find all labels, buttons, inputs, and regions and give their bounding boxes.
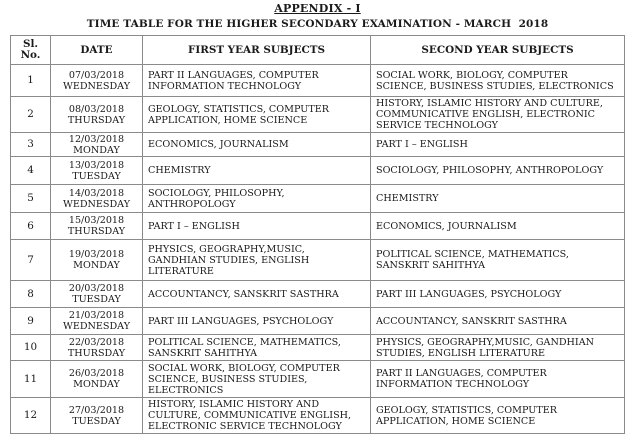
date-cell bbox=[51, 361, 143, 398]
first-year-subjects-cell: PART II LANGUAGES, COMPUTER INFORMATION TECHNOLOGY bbox=[143, 65, 371, 97]
table-row bbox=[11, 65, 625, 97]
date-cell bbox=[51, 335, 143, 361]
first-year-subjects-cell: ACCOUNTANCY, SANSKRIT SASTHRA bbox=[143, 281, 371, 308]
first-year-subjects-cell: SOCIAL WORK, BIOLOGY, COMPUTER SCIENCE, BUSINESS STUDIES, ELECTRONICS bbox=[143, 361, 371, 398]
table-row bbox=[11, 213, 625, 240]
date-cell bbox=[51, 133, 143, 157]
first-year-subjects-cell: SOCIOLOGY, PHILOSOPHY, ANTHROPOLOGY bbox=[143, 185, 371, 213]
header-sl-no bbox=[11, 36, 51, 65]
first-year-subjects-cell: PHYSICS, GEOGRAPHY,MUSIC, GANDHIAN STUDIES, ENGLISH LITERATURE bbox=[143, 240, 371, 281]
table-row bbox=[11, 281, 625, 308]
first-year-subjects-cell: CHEMISTRY bbox=[143, 157, 371, 185]
second-year-subjects-cell: GEOLOGY, STATISTICS, COMPUTER APPLICATION, HOME SCIENCE bbox=[371, 398, 625, 434]
table-row bbox=[11, 97, 625, 133]
header-first-year: FIRST YEAR SUBJECTS bbox=[143, 36, 371, 65]
second-year-subjects-cell: SOCIAL WORK, BIOLOGY, COMPUTER SCIENCE, BUSINESS STUDIES, ELECTRONICS bbox=[371, 65, 625, 97]
table-row bbox=[11, 133, 625, 157]
sl-no-cell: 2 bbox=[11, 97, 51, 133]
sl-no-cell: 1 bbox=[11, 65, 51, 97]
second-year-subjects-cell: PHYSICS, GEOGRAPHY,MUSIC, GANDHIAN STUDIES, ENGLISH LITERATURE bbox=[371, 335, 625, 361]
header-date: DATE bbox=[51, 36, 143, 65]
table-row bbox=[11, 361, 625, 398]
header-second-year: SECOND YEAR SUBJECTS bbox=[371, 36, 625, 65]
exam-date: 13/03/2018 bbox=[68, 159, 125, 171]
first-year-subjects-cell: PART I – ENGLISH bbox=[143, 213, 371, 240]
table-row bbox=[11, 240, 625, 281]
exam-date: 27/03/2018 bbox=[68, 404, 125, 416]
exam-day: WEDNESDAY bbox=[62, 321, 131, 332]
sl-no-cell: 4 bbox=[11, 157, 51, 185]
exam-date: 26/03/2018 bbox=[68, 368, 125, 379]
header-row bbox=[11, 36, 625, 65]
appendix-heading: APPENDIX - I bbox=[274, 2, 361, 15]
header-sl-line2: No. bbox=[20, 49, 41, 61]
sl-no-cell: 11 bbox=[11, 361, 51, 398]
exam-day: WEDNESDAY bbox=[62, 80, 131, 92]
table-row bbox=[11, 308, 625, 335]
second-year-subjects-cell: SOCIOLOGY, PHILOSOPHY, ANTHROPOLOGY bbox=[371, 157, 625, 185]
sl-no-cell: 8 bbox=[11, 281, 51, 308]
exam-day: MONDAY bbox=[73, 260, 120, 271]
date-cell bbox=[51, 185, 143, 213]
table-row bbox=[11, 335, 625, 361]
sl-no-cell: 7 bbox=[11, 240, 51, 281]
first-year-subjects-cell: PART III LANGUAGES, PSYCHOLOGY bbox=[143, 308, 371, 335]
first-year-subjects-cell: GEOLOGY, STATISTICS, COMPUTER APPLICATION, HOME SCIENCE bbox=[143, 97, 371, 133]
second-year-subjects-cell: HISTORY, ISLAMIC HISTORY AND CULTURE, COMMUNICATIVE ENGLISH, ELECTRONIC SERVICE TECHNOLOGY bbox=[371, 97, 625, 133]
exam-date: 14/03/2018 bbox=[68, 187, 125, 199]
exam-date: 08/03/2018 bbox=[68, 103, 125, 115]
exam-date: 19/03/2018 bbox=[68, 249, 125, 260]
header-sl-line1: Sl. bbox=[22, 38, 39, 50]
date-cell bbox=[51, 240, 143, 281]
table-row bbox=[11, 398, 625, 434]
exam-date: 15/03/2018 bbox=[68, 215, 125, 226]
sl-no-cell: 3 bbox=[11, 133, 51, 157]
exam-date: 21/03/2018 bbox=[68, 310, 125, 321]
second-year-subjects-cell: CHEMISTRY bbox=[371, 185, 625, 213]
date-cell bbox=[51, 65, 143, 97]
sl-no-cell: 10 bbox=[11, 335, 51, 361]
exam-date: 22/03/2018 bbox=[68, 336, 125, 348]
exam-day: WEDNESDAY bbox=[62, 198, 131, 210]
second-year-subjects-cell: ACCOUNTANCY, SANSKRIT SASTHRA bbox=[371, 308, 625, 335]
table-row bbox=[11, 157, 625, 185]
second-year-subjects-cell: PART I – ENGLISH bbox=[371, 133, 625, 157]
exam-day: THURSDAY bbox=[67, 347, 126, 359]
exam-day: MONDAY bbox=[73, 379, 120, 390]
sl-no-cell: 6 bbox=[11, 213, 51, 240]
date-cell bbox=[51, 398, 143, 434]
date-cell bbox=[51, 157, 143, 185]
exam-day: THURSDAY bbox=[67, 226, 126, 237]
second-year-subjects-cell: ECONOMICS, JOURNALISM bbox=[371, 213, 625, 240]
exam-date: 20/03/2018 bbox=[68, 283, 125, 294]
second-year-subjects-cell: PART II LANGUAGES, COMPUTER INFORMATION TECHNOLOGY bbox=[371, 361, 625, 398]
date-cell bbox=[51, 97, 143, 133]
exam-date: 07/03/2018 bbox=[68, 69, 125, 81]
exam-date: 12/03/2018 bbox=[68, 133, 125, 145]
date-cell bbox=[51, 213, 143, 240]
first-year-subjects-cell: POLITICAL SCIENCE, MATHEMATICS, SANSKRIT SAHITHYA bbox=[143, 335, 371, 361]
exam-day: MONDAY bbox=[73, 144, 120, 156]
sl-no-cell: 9 bbox=[11, 308, 51, 335]
exam-day: TUESDAY bbox=[72, 415, 121, 427]
first-year-subjects-cell: HISTORY, ISLAMIC HISTORY AND CULTURE, COMMUNICATIVE ENGLISH, ELECTRONIC SERVICE TECHNOLOGY bbox=[143, 398, 371, 434]
second-year-subjects-cell: PART III LANGUAGES, PSYCHOLOGY bbox=[371, 281, 625, 308]
sl-no-cell: 5 bbox=[11, 185, 51, 213]
first-year-subjects-cell: ECONOMICS, JOURNALISM bbox=[143, 133, 371, 157]
second-year-subjects-cell: POLITICAL SCIENCE, MATHEMATICS, SANSKRIT SAHITHYA bbox=[371, 240, 625, 281]
date-cell bbox=[51, 308, 143, 335]
table-row bbox=[11, 185, 625, 213]
exam-day: THURSDAY bbox=[67, 114, 126, 126]
exam-timetable bbox=[10, 35, 625, 434]
date-cell bbox=[51, 281, 143, 308]
sl-no-cell: 12 bbox=[11, 398, 51, 434]
exam-day: TUESDAY bbox=[72, 294, 121, 305]
timetable-title: TIME TABLE FOR THE HIGHER SECONDARY EXAMINATION - MARCH 2018 bbox=[86, 18, 549, 30]
exam-day: TUESDAY bbox=[72, 170, 121, 182]
